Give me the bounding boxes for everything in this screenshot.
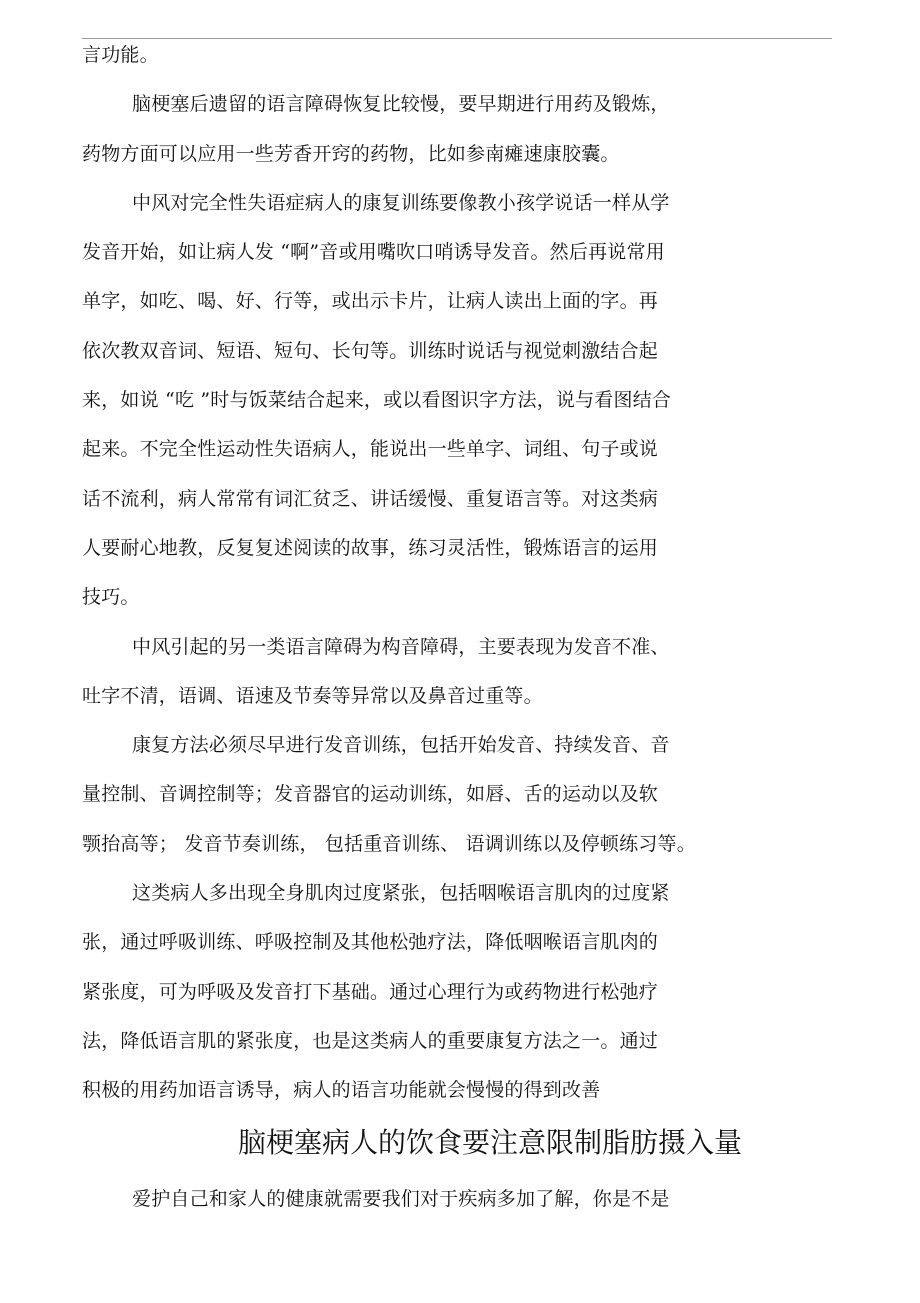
section-heading: 脑梗塞病人的饮食要注意限制脂肪摄入量 bbox=[237, 1126, 742, 1159]
text-line: 药物方面可以应用一些芳香开窍的药物，比如参南瘫速康胶囊。 bbox=[82, 142, 620, 165]
paragraph-start-line: 脑梗塞后遗留的语言障碍恢复比较慢，要早期进行用药及锻炼， bbox=[132, 93, 670, 116]
text-line: 吐字不清，语调、语速及节奏等异常以及鼻音过重等。 bbox=[82, 684, 543, 707]
text-line: 张，通过呼吸训练、呼吸控制及其他松弛疗法，降低咽喉语言肌肉的 bbox=[82, 931, 659, 954]
text-line: 颚抬高等； 发音节奏训练， 包括重音训练、 语调训练以及停顿练习等。 bbox=[82, 832, 696, 855]
text-line: 积极的用药加语言诱导，病人的语言功能就会慢慢的得到改善 bbox=[82, 1079, 601, 1102]
text-line: 话不流利，病人常常有词汇贫乏、讲话缓慢、重复语言等。对这类病 bbox=[82, 487, 659, 510]
text-line: 量控制、音调控制等；发音器官的运动训练，如唇、舌的运动以及软 bbox=[82, 783, 659, 806]
text-line: 单字，如吃、喝、好、行等，或出示卡片，让病人读出上面的字。再 bbox=[82, 290, 659, 313]
text-line: 紧张度，可为呼吸及发音打下基础。通过心理行为或药物进行松弛疗 bbox=[82, 980, 659, 1003]
text-line: 来，如说 “吃 ”时与饭菜结合起来，或以看图识字方法，说与看图结合 bbox=[82, 389, 672, 412]
paragraph-start-line: 康复方法必须尽早进行发音训练，包括开始发音、持续发音、音 bbox=[132, 734, 670, 757]
text-line: 技巧。 bbox=[82, 586, 140, 609]
text-line: 依次教双音词、短语、短句、长句等。训练时说话与视觉刺激结合起 bbox=[82, 339, 659, 362]
paragraph-start-line: 中风引起的另一类语言障碍为构音障碍，主要表现为发音不准、 bbox=[132, 635, 670, 658]
text-line: 言功能。 bbox=[82, 44, 159, 66]
text-line: 人要耐心地教，反复复述阅读的故事，练习灵活性，锻炼语言的运用 bbox=[82, 536, 659, 559]
document-body bbox=[82, 40, 842, 1125]
text-line: 发音开始，如让病人发 “啊”音或用嘴吹口哨诱导发音。然后再说常用 bbox=[82, 241, 665, 264]
header-rule bbox=[82, 38, 832, 39]
paragraph-start-line: 这类病人多出现全身肌肉过度紧张，包括咽喉语言肌肉的过度紧 bbox=[132, 882, 670, 905]
text-line: 法，降低语言肌的紧张度，也是这类病人的重要康复方法之一。通过 bbox=[82, 1029, 659, 1052]
paragraph-start-line: 中风对完全性失语症病人的康复训练要像教小孩学说话一样从学 bbox=[132, 191, 670, 214]
text-line: 起来。不完全性运动性失语病人，能说出一些单字、词组、句子或说 bbox=[82, 438, 659, 461]
paragraph-start-line: 爱护自己和家人的健康就需要我们对于疾病多加了解，你是不是 bbox=[132, 1188, 670, 1210]
